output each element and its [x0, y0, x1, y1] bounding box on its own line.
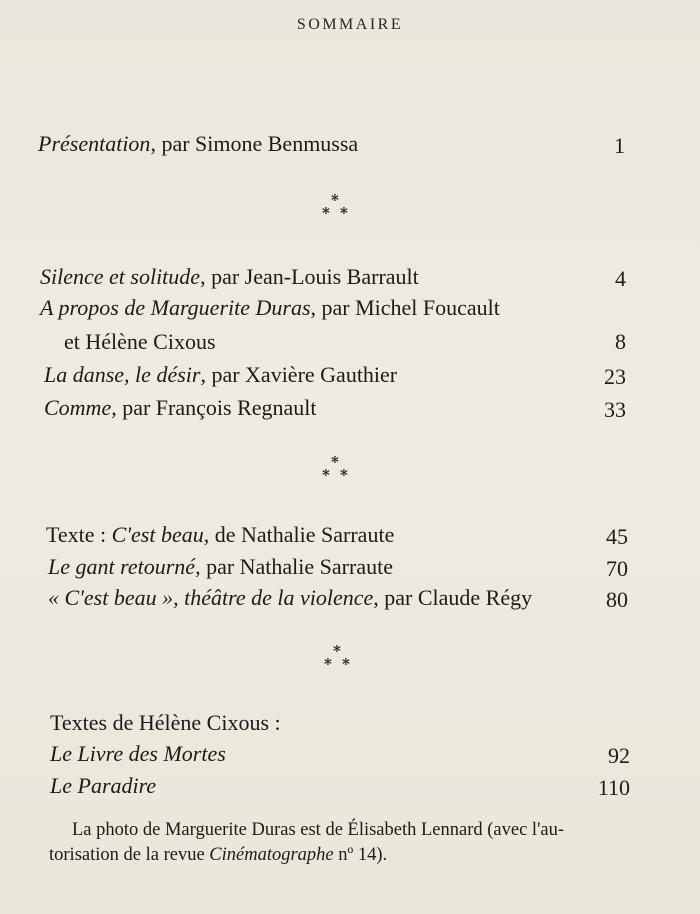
page-number: 23	[604, 364, 626, 389]
entry-title: Silence et solitude	[40, 264, 201, 289]
page-number: 8	[615, 329, 626, 354]
entry-title: C'est beau	[111, 522, 204, 547]
toc-entry-comme	[44, 395, 317, 421]
toc-entry-texte-cest-beau	[46, 522, 394, 548]
toc-entry-silence-et-solitude	[40, 264, 419, 290]
entry-author: , de Nathalie Sarraute	[203, 522, 395, 547]
note-line-1: La photo de Marguerite Duras est de Élisabeth Lennard (avec l'au-	[72, 820, 565, 840]
entry-author: , par Xavière Gauthier	[200, 362, 398, 387]
entry-title: La danse, le désir	[44, 362, 201, 387]
page-number: 92	[608, 743, 630, 768]
asterism-divider: * * *	[322, 191, 348, 222]
entry-author: , par François Regnault	[111, 395, 317, 420]
entry-title: « C'est beau », théâtre de la violence	[48, 585, 374, 610]
entry-title: Comme	[44, 395, 112, 420]
page-number: 80	[606, 587, 628, 612]
entry-title: Le gant retourné	[48, 554, 196, 579]
toc-entry-la-danse	[44, 362, 397, 388]
entry-title: Le Livre des Mortes	[50, 741, 226, 766]
entry-title: A propos de Marguerite Duras	[40, 295, 311, 320]
photo-credit-note	[49, 818, 632, 868]
entry-author: , par Claude Régy	[373, 585, 533, 610]
page-number: 70	[606, 556, 628, 581]
note-line-2: torisation de la revue Cinématographe nº 14).	[49, 845, 388, 865]
page-number: 33	[604, 397, 626, 422]
page-number: 45	[606, 524, 628, 549]
toc-entry-continuation: et Hélène Cixous	[64, 329, 216, 354]
page-title: SOMMAIRE	[296, 16, 404, 33]
toc-entry-le-gant-retourne	[48, 554, 393, 580]
page-number: 1	[614, 133, 625, 158]
asterism-divider: * * *	[324, 642, 350, 673]
journal-title: Cinématographe	[209, 845, 334, 865]
entry-author: , par Simone Benmussa	[150, 131, 359, 156]
toc-entry-a-propos-de-duras	[40, 295, 500, 321]
section-heading: Textes de Hélène Cixous :	[50, 710, 281, 735]
page-number: 4	[615, 266, 626, 291]
toc-entry-le-livre-des-mortes	[50, 741, 226, 767]
entry-author: , par Jean-Louis Barrault	[200, 264, 419, 289]
entry-author: , par Michel Foucault	[310, 295, 500, 320]
entry-prefix: Texte :	[46, 522, 112, 547]
entry-title: Présentation	[38, 131, 151, 156]
entry-title: Le Paradire	[50, 773, 157, 798]
page-number: 110	[597, 775, 630, 800]
toc-entry-presentation	[38, 131, 358, 157]
toc-entry-theatre-de-la-violence	[48, 585, 532, 611]
asterism-divider: * * *	[322, 453, 348, 484]
entry-author: , par Nathalie Sarraute	[195, 554, 393, 579]
toc-entry-le-paradire	[50, 773, 156, 799]
